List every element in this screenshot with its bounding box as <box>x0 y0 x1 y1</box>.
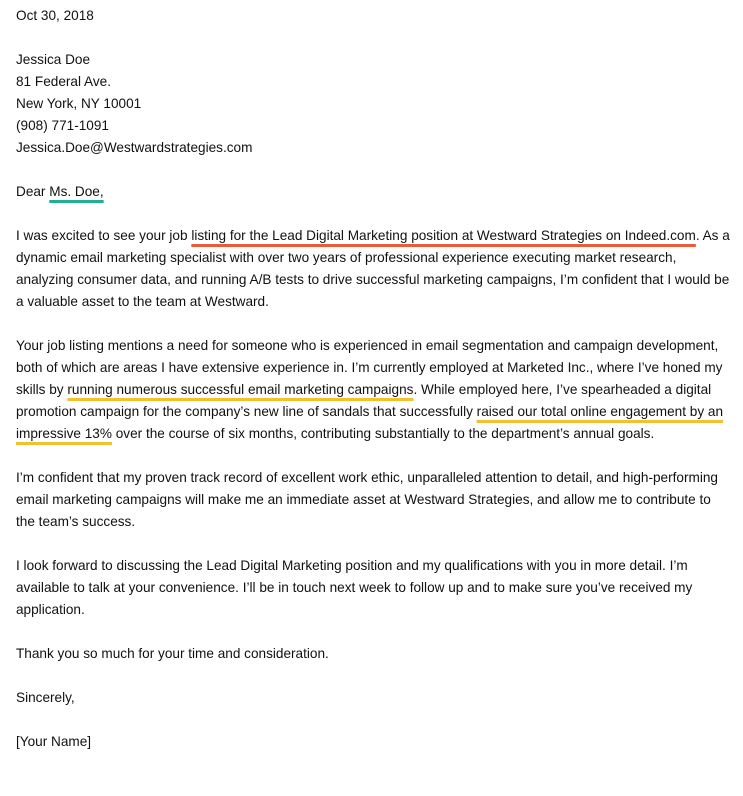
paragraph-thanks: Thank you so much for your time and consideration. <box>16 646 329 661</box>
closing: Sincerely, <box>16 690 75 705</box>
letter-date: Oct 30, 2018 <box>16 8 94 23</box>
recipient-phone: (908) 771-1091 <box>16 118 109 133</box>
recipient-city-state-zip: New York, NY 10001 <box>16 96 142 111</box>
recipient-street: 81 Federal Ave. <box>16 74 111 89</box>
paragraph-experience <box>16 335 731 445</box>
paragraph-intro <box>16 225 731 313</box>
salutation <box>16 181 731 203</box>
campaigns-highlight: running numerous successful email marketing campaigns <box>67 382 414 397</box>
paragraph-experience-text-3: over the course of six months, contributing substantially to the department’s annual goals. <box>111 426 655 441</box>
salutation-name-highlight: Ms. Doe, <box>49 184 104 199</box>
paragraph-follow-up: I look forward to discussing the Lead Digital Marketing position and my qualifications with you in more detail. I’m available to talk at your convenience. I’ll be in touch next week to follow up and to make sure you’ve received my application. <box>16 558 693 617</box>
recipient-name: Jessica Doe <box>16 52 91 67</box>
engagement-highlight: raised our total online engagement by an impressive 13% <box>16 404 724 441</box>
recipient-address-block <box>16 49 731 159</box>
paragraph-experience-text-2: . While employed here, I’ve spearheaded a digital promotion campaign for the company’s new line of sandals that successfully <box>16 382 712 419</box>
salutation-prefix: Dear <box>16 184 50 199</box>
signature-placeholder: [Your Name] <box>16 734 92 749</box>
recipient-email: Jessica.Doe@Westwardstrategies.com <box>16 140 253 155</box>
paragraph-intro-text-2: . As a dynamic email marketing specialist with over two years of professional experience executing market research, analyzing consumer data, and running A/B tests to drive successful marketing campaigns, I’m confident that I would be a valuable asset to the team at Westward. <box>16 228 730 309</box>
paragraph-intro-text-1: I was excited to see your job <box>16 228 192 243</box>
paragraph-confidence: I’m confident that my proven track record of excellent work ethic, unparalleled attention to detail, and high-performing email marketing campaigns will make me an immediate asset at Westward Strategies, and allow me to contribute to the team’s success. <box>16 470 718 529</box>
paragraph-experience-text-1: Your job listing mentions a need for someone who is experienced in email segmentation and campaign development, both of which are areas I have extensive experience in. I’m currently employed at Marketed Inc., where I’ve honed my skills by <box>16 338 723 397</box>
job-listing-highlight: listing for the Lead Digital Marketing position at Westward Strategies on Indeed.com <box>191 228 696 243</box>
